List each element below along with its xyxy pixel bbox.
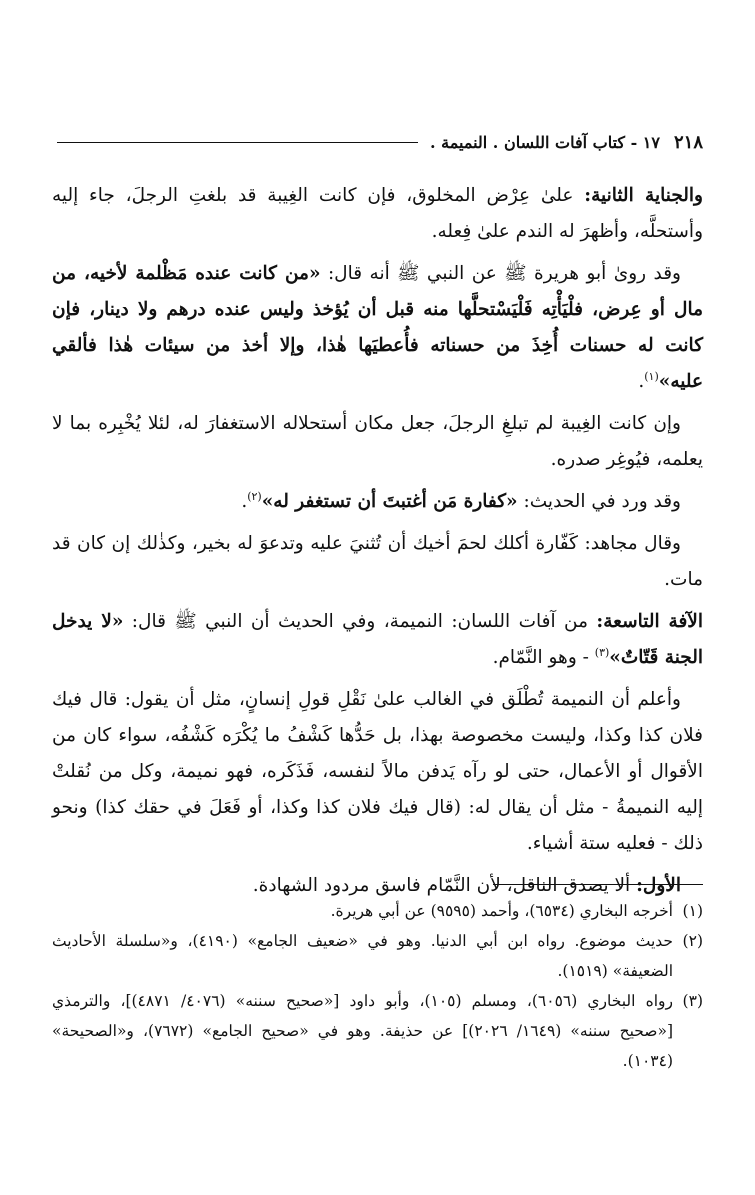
footnote [52,896,703,926]
paragraph-text: وقال مجاهد: كَفّارة أكلك لحمَ أخيك أن تُثنيَ عليه وتدعوَ له بخير، وكذٰلك إن كان قد مات. [52,533,703,590]
paragraph-text: من آفات اللسان: النميمة، وفي الحديث أن النبي ﷺ قال: [131,611,589,632]
paragraph-text: وإن كانت الغِيبة لم تبلغِ الرجلَ، جعل مكان أستحلاله الاستغفارَ له، لئلا يُخْبِره بما لا يعلمه، فيُوغِر صدره. [52,413,703,470]
paragraph [52,256,703,400]
footnote-number: (٣) [682,992,703,1010]
header-rule [57,142,418,143]
footnote-number: (١) [682,902,703,920]
paragraph-text: وقد رویٰ أبو هريرة ﷺ عن النبي ﷺ أنه قال: [327,263,681,284]
page-number: ٢١٨ [673,132,703,153]
main-text [52,178,703,910]
footnote-text: رواه البخاري (٦٠٥٦)، ومسلم (١٠٥)، وأبو داود [«صحيح سننه» (٤٠٧٦/ ٤٨٧١)]، والترمذي [«صحيح سننه» (١٦٤٩/ ٢٠٢٦)] عن حذيفة. وهو في «صحيح الجامع» (٧٦٧٢)، و«الصحيحة» (١٠٣٤). [52,992,673,1070]
footnote-ref[interactable]: (٢) [247,489,262,503]
paragraph-text: علىٰ عِرْض المخلوق، فإن كانت الغِيبة قد بلغتِ الرجلَ، جاء إليه وأستحلَّه، وأظهرَ له الندم علىٰ فِعله. [52,185,703,242]
paragraph [52,604,703,676]
footnote-ref[interactable]: (٣) [594,645,610,659]
hadith-quote: «لا يدخل الجنة قَتّاتٌ» [52,611,703,668]
paragraph-text: وأعلم أن النميمة تُطْلَق في الغالب علىٰ نَقْلِ قولِ إنسانٍ، مثل أن يقول: قال فيك فلان كذا وكذا، وليست مخصوصة بهذا، بل حَدُّها كَشْفُ ما يُكْرَه كَشْفُه، سواء كان من الأقوال أو الأعمال، حتى لو رآه يَدفن مالاً لنفسه، فَذَكَره، فهو نميمة، وكل من نُقلتْ إليه النميمةُ - مثل أن يقال له: (قال فيك فلان كذا وكذا، أو فَعَلَ في حقك كذا) ونحو ذلك - فعليه ستة أشياء. [52,689,703,854]
paragraph [52,178,703,250]
paragraph-text: ألا يصدق الناقل، لأن النَّمّام فاسق مردود الشهادة. [252,875,631,896]
hadith-quote: «كفارة مَن أغتبتَ أن تستغفر له» [261,491,518,512]
running-header [57,132,703,153]
footnote-number: (٢) [682,932,703,950]
punctuation: . [241,491,248,512]
chapter-title: ١٧ - كتاب آفات اللسان . النميمة . [430,133,660,152]
footnote-text: أخرجه البخاري (٦٥٣٤)، وأحمد (٩٥٩٥) عن أبي هريرة. [330,902,673,920]
footnotes [52,896,703,1076]
hadith-quote: «من كانت عنده مَظْلمة لأخيه، من مال أو عِرض، فلْيَأْتِه فَلْيَسْتحلَّها منه قبل أن يُؤخذ وليس عنده درهم ولا دينار، فإن كانت له حسنات أُخِذَ من حسناته فأُعطيَها هٰذا، وإلا أخذ من سيئات هٰذا فألقي عليه» [52,263,703,392]
section-heading: والجناية الثانية: [584,185,703,206]
paragraph-text: - وهو النَّمّام. [492,647,589,668]
footnote [52,986,703,1076]
paragraph [52,406,703,478]
paragraph-text: وقد ورد في الحديث: [523,491,681,512]
section-heading: الأول: [636,875,681,896]
footnote-divider [493,884,703,885]
punctuation: . [638,371,645,392]
section-heading: الآفة التاسعة: [596,611,703,632]
paragraph [52,526,703,598]
footnote-ref[interactable]: (١) [644,369,659,383]
footnote-text: حديث موضوع. رواه ابن أبي الدنيا. وهو في «ضعيف الجامع» (٤١٩٠)، و«سلسلة الأحاديث الضعيفة» (١٥١٩). [52,932,673,980]
paragraph [52,682,703,862]
paragraph [52,484,703,520]
footnote [52,926,703,986]
